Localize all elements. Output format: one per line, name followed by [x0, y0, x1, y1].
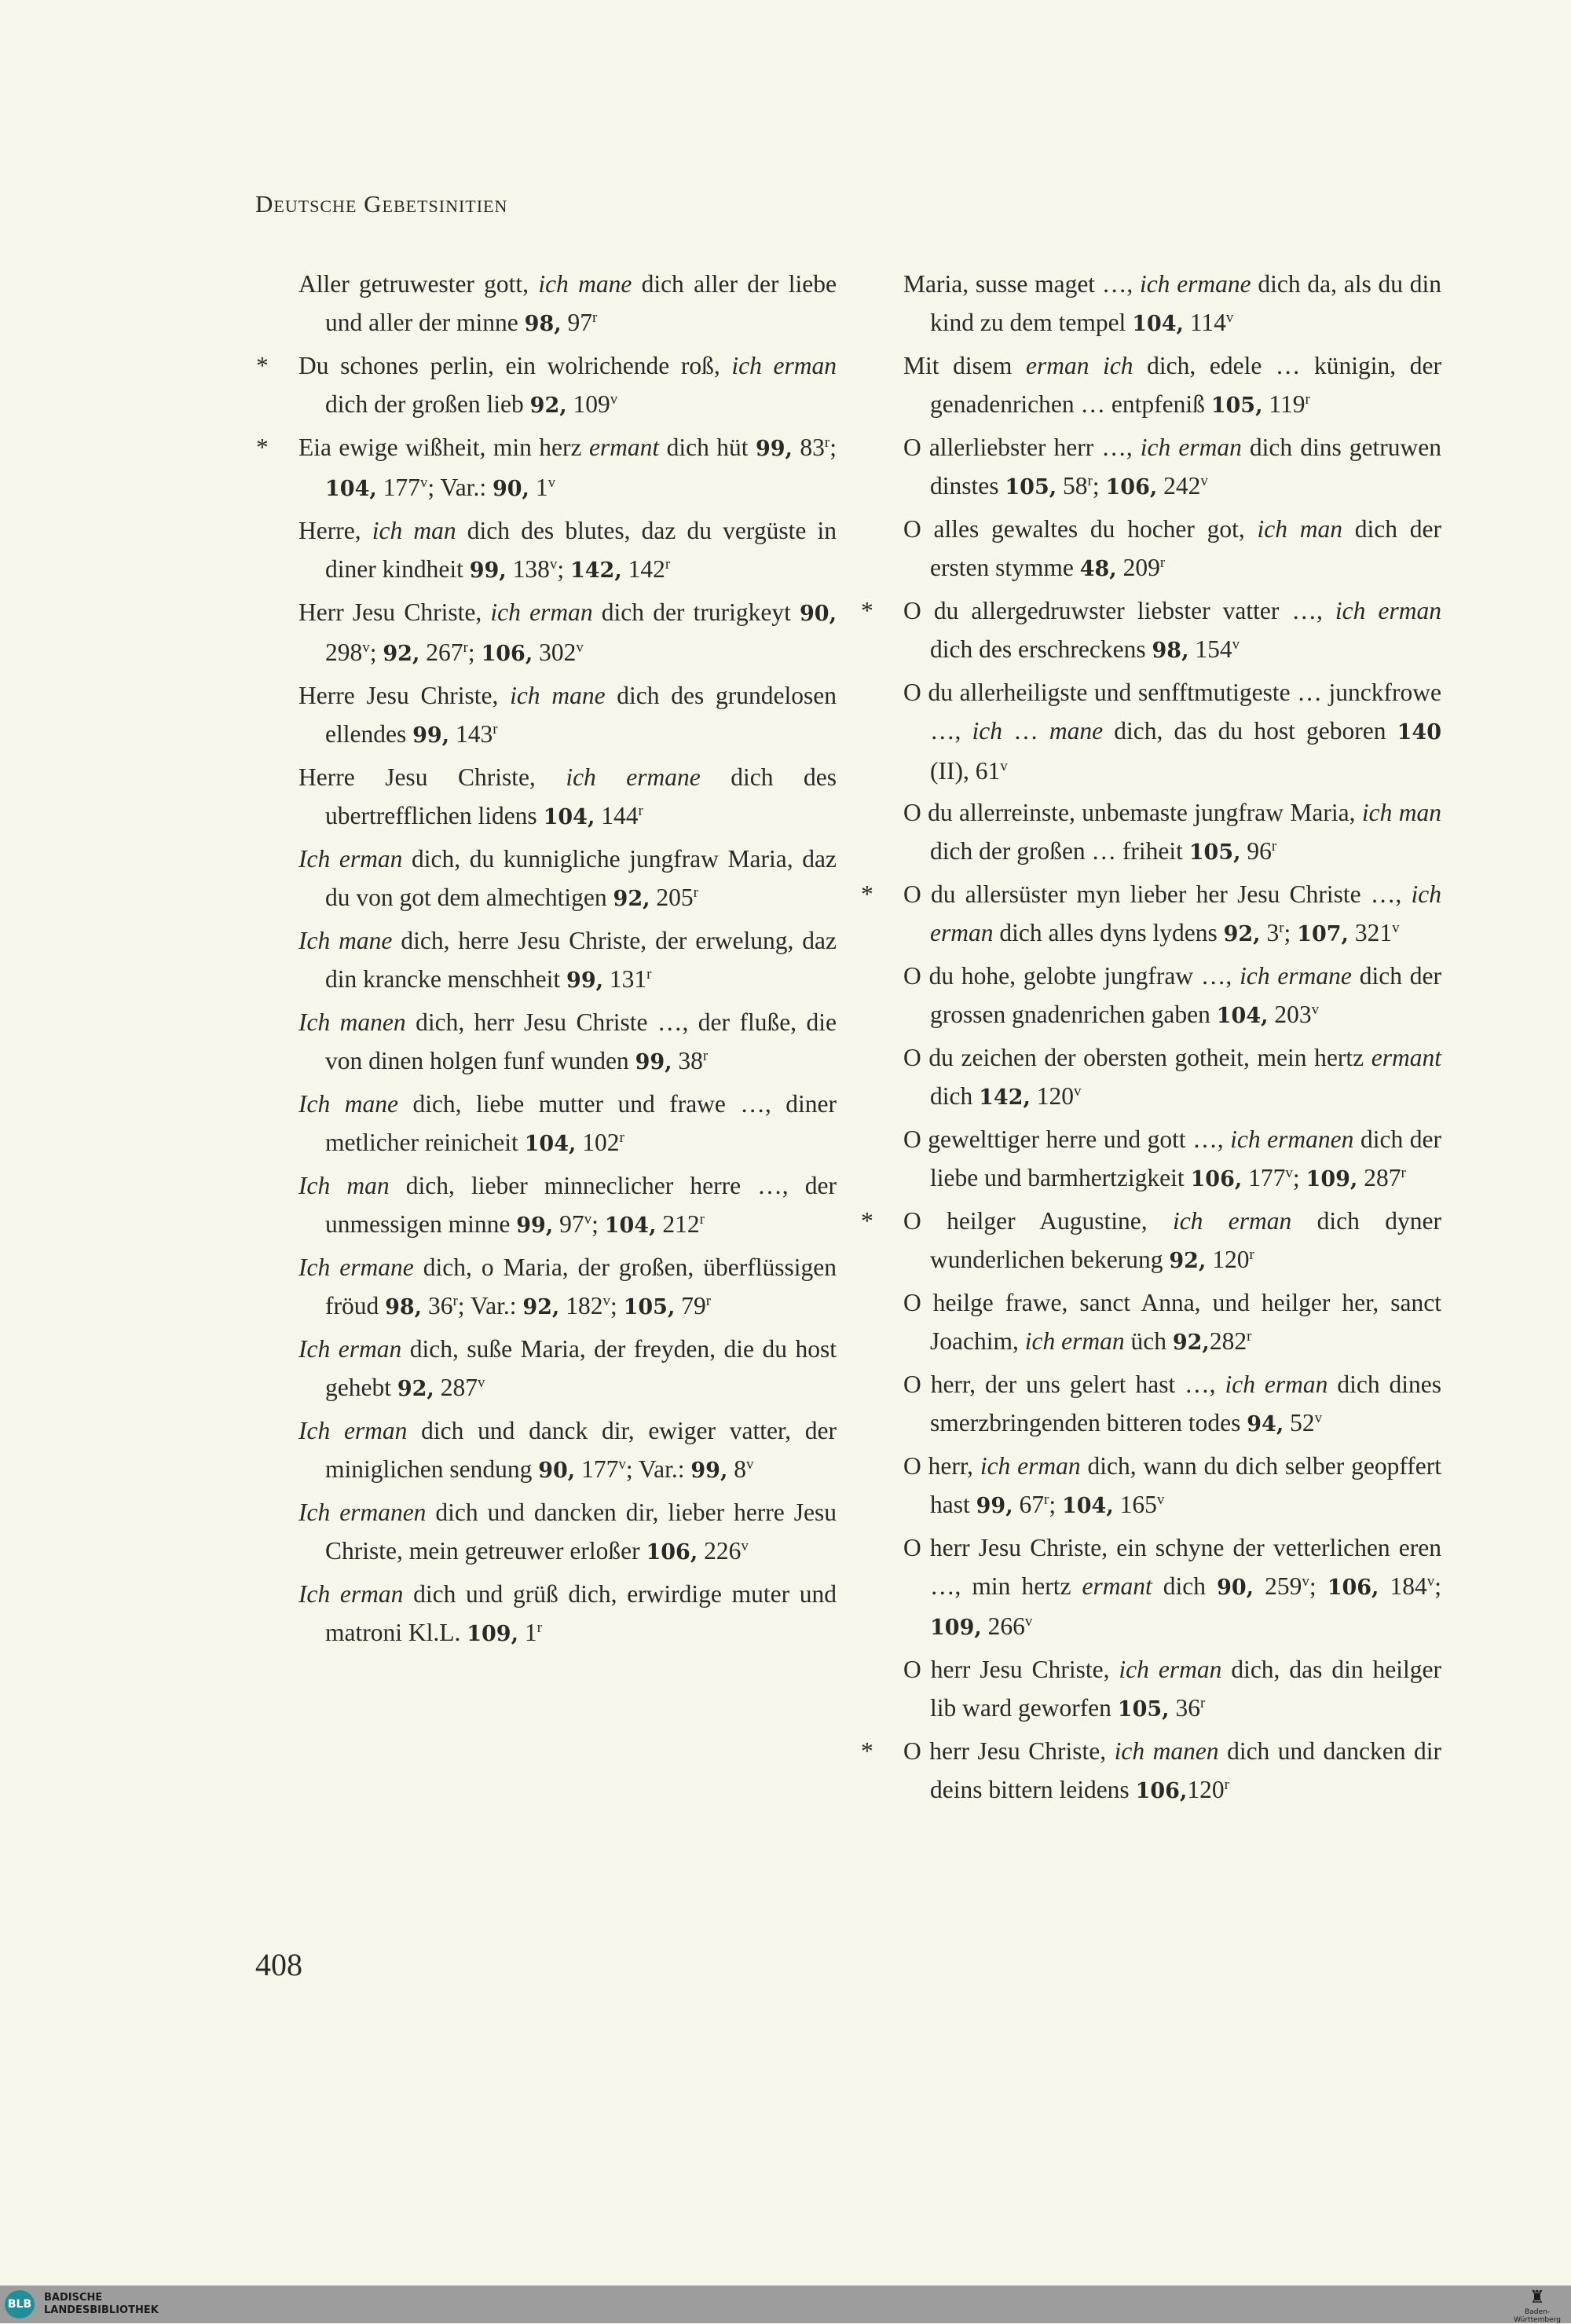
- index-entry: [256, 346, 837, 425]
- asterisk-marker: *: [861, 880, 873, 908]
- index-entry: [903, 673, 1441, 790]
- index-entry: [298, 265, 837, 343]
- entry-text: O herr Jesu Christe, ein schyne der vetterlichen eren …, min hertz ermant dich 90, 259$^v$; 106, 184$^v$; 109, 266$^v$: [903, 1534, 1442, 1640]
- index-entry: [903, 346, 1441, 425]
- entry-text: Ich erman dich und danck dir, ewiger vatter, der miniglichen sendung 90, 177$^v$; Var.: 99, 8$^v$: [298, 1417, 837, 1483]
- index-entry: [861, 1202, 1441, 1280]
- entry-text: O alles gewaltes du hocher got, ich man dich der ersten stymme 48, 209$^r$: [903, 515, 1441, 581]
- asterisk-marker: *: [861, 1737, 873, 1765]
- entry-text: Ich erman dich und grüß dich, erwirdige muter und matroni Kl.L. 109, 1$^r$: [298, 1580, 837, 1646]
- entry-text: O du allerreinste, unbemaste jungfraw Maria, ich man dich der großen … friheit 105, 96$^r$: [903, 799, 1442, 865]
- entry-text: Herr Jesu Christe, ich erman dich der trurigkeyt 90, 298$^v$; 92, 267$^r$; 106, 302$^v$: [298, 598, 837, 666]
- index-entry: [903, 793, 1441, 872]
- index-entry: [298, 1248, 837, 1327]
- coat-of-arms-icon: [1510, 2288, 1565, 2324]
- index-entry: [861, 1732, 1441, 1810]
- entry-text: Ich manen dich, herr Jesu Christe …, der fluße, die von dinen holgen funf wunden 99, 38$^r$: [298, 1008, 837, 1074]
- index-entry: [298, 1330, 837, 1408]
- entry-text: Herre Jesu Christe, ich mane dich des grundelosen ellendes 99, 143$^r$: [298, 682, 837, 748]
- entry-text: Ich ermanen dich und dancken dir, lieber herre Jesu Christe, mein getreuwer erloßer 106, 226$^v$: [298, 1499, 837, 1565]
- entry-text: O du zeichen der obersten gotheit, mein hertz ermant dich 142, 120$^v$: [903, 1044, 1441, 1110]
- library-name: [44, 2292, 159, 2317]
- index-entry: [903, 1283, 1441, 1362]
- index-entry: [903, 265, 1441, 343]
- index-entry: [903, 1528, 1441, 1647]
- index-entry: [861, 591, 1441, 670]
- entry-text: Ich ermane dich, o Maria, der großen, überflüssigen fröud 98, 36$^r$; Var.: 92, 182$^v$; 105, 79$^r$: [298, 1253, 837, 1319]
- entry-text: Aller getruwester gott, ich mane dich aller der liebe und aller der minne 98, 97$^r$: [298, 270, 837, 336]
- index-entry: [903, 428, 1441, 507]
- page-number: 408: [255, 1947, 302, 1982]
- index-entry: [298, 1166, 837, 1245]
- index-entry: [903, 1120, 1441, 1199]
- index-entry: [256, 428, 837, 508]
- entry-text: O heilger Augustine, ich erman dich dyner wunderlichen bekerung 92, 120$^r$: [903, 1207, 1441, 1273]
- entry-text: O herr, ich erman dich, wann du dich selber geopffert hast 99, 67$^r$; 104, 165$^v$: [903, 1452, 1441, 1518]
- index-entry: [298, 593, 837, 673]
- entry-text: Ich erman dich, du kunnigliche jungfraw Maria, daz du von got dem almechtigen 92, 205$^r$: [298, 845, 837, 911]
- index-entry: [298, 1085, 837, 1163]
- asterisk-marker: *: [256, 352, 269, 379]
- entry-text: O herr, der uns gelert hast …, ich erman dich dines smerzbringenden bitteren todes 94, 52$^v$: [903, 1371, 1441, 1436]
- entry-text: Ich mane dich, herre Jesu Christe, der erwelung, daz din krancke menschheit 99, 131$^r$: [298, 927, 837, 993]
- entry-text: Mit disem erman ich dich, edele … künigin, der genadenrichen … entpfeniß 105, 119$^r$: [903, 352, 1441, 418]
- entry-text: O du hohe, gelobte jungfraw …, ich ermane dich der grossen gnadenrichen gaben 104, 203$^v$: [903, 962, 1441, 1028]
- crest-glyph: ♜: [1529, 2288, 1545, 2308]
- entry-text: O gewelttiger herre und gott …, ich ermanen dich der liebe und barmhertzigkeit 106, 177$^v$; 109, 287$^r$: [903, 1125, 1441, 1191]
- entry-text: O allerliebster herr …, ich erman dich dins getruwen dinstes 105, 58$^r$; 106, 242$^v$: [903, 434, 1441, 500]
- index-entry: [298, 1575, 837, 1653]
- index-entry: [903, 957, 1441, 1035]
- entry-text: O du allergedruwster liebster vatter …, ich erman dich des erschreckens 98, 154$^v$: [903, 597, 1441, 663]
- entry-text: O du allerheiligste und senfftmutigeste … junckfrowe …, ich … mane dich, das du host geboren 140 (II), 61$^v$: [903, 679, 1442, 785]
- entry-text: Herre Jesu Christe, ich ermane dich des ubertrefflichen lidens 104, 144$^r$: [298, 763, 837, 829]
- running-head: Deutsche Gebetsinitien: [255, 190, 508, 218]
- entry-text: Ich mane dich, liebe mutter und frawe …, diner metlicher reinicheit 104, 102$^r$: [298, 1090, 837, 1156]
- entry-text: Eia ewige wißheit, min herz ermant dich hüt 99, 83$^r$; 104, 177$^v$; Var.: 90, 1$^v$: [298, 434, 837, 501]
- right-column: [861, 265, 1442, 1813]
- index-entry: [298, 511, 837, 590]
- index-entry: [298, 758, 837, 836]
- entry-text: Maria, susse maget …, ich ermane dich da, als du din kind zu dem tempel 104, 114$^v$: [903, 270, 1442, 336]
- index-entry: [861, 875, 1441, 953]
- entry-text: O herr Jesu Christe, ich manen dich und dancken dir deins bittern leidens 106,120$^r$: [903, 1737, 1441, 1803]
- library-footer-bar: [0, 2286, 1571, 2323]
- library-name-line1: BADISCHE: [44, 2292, 103, 2304]
- entry-text: Ich man dich, lieber minneclicher herre …, der unmessigen minne 99, 97$^v$; 104, 212$^r$: [298, 1172, 837, 1238]
- entry-text: O du allersüster myn lieber her Jesu Christe …, ich erman dich alles dyns lydens 92, 3$^r$; 107, 321$^v$: [903, 880, 1441, 946]
- library-name-line2: LANDESBIBLIOTHEK: [44, 2304, 159, 2316]
- entry-text: Ich erman dich, suße Maria, der freyden, die du host gehebt 92, 287$^v$: [298, 1335, 837, 1401]
- entry-text: Herre, ich man dich des blutes, daz du vergüste in diner kindheit 99, 138$^v$; 142, 142$^r$: [298, 517, 837, 583]
- asterisk-marker: *: [861, 1207, 873, 1235]
- asterisk-marker: *: [861, 597, 873, 624]
- index-entry: [903, 1365, 1441, 1444]
- blb-logo-icon: BLB: [5, 2290, 35, 2319]
- index-entry: [903, 1650, 1441, 1729]
- index-entry: [298, 921, 837, 1000]
- entry-text: O herr Jesu Christe, ich erman dich, das din heilger lib ward geworfen 105, 36$^r$: [903, 1656, 1441, 1722]
- entry-text: Du schones perlin, ein wolrichende roß, ich erman dich der großen lieb 92, 109$^v$: [298, 352, 837, 418]
- index-entry: [903, 510, 1441, 588]
- index-entry: [298, 676, 837, 755]
- index-entry: [903, 1447, 1441, 1525]
- asterisk-marker: *: [256, 434, 269, 461]
- index-entry: [903, 1038, 1441, 1117]
- index-entry: [298, 1003, 837, 1081]
- entry-text: O heilge frawe, sanct Anna, und heilger her, sanct Joachim, ich erman üch 92,282$^r$: [903, 1289, 1441, 1355]
- index-entry: [298, 840, 837, 918]
- index-entry: [298, 1411, 837, 1490]
- index-entry: [298, 1493, 837, 1572]
- left-column: [256, 265, 837, 1656]
- crest-label: Baden-Württemberg: [1514, 2308, 1561, 2324]
